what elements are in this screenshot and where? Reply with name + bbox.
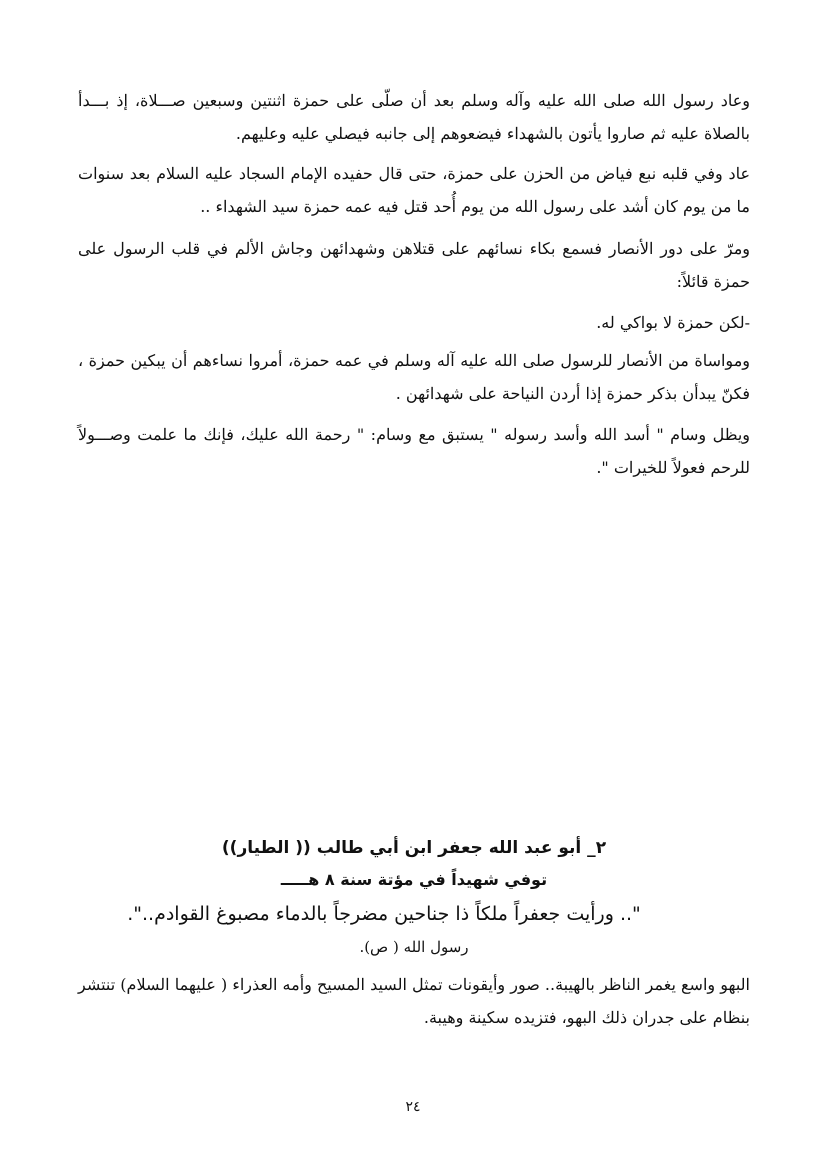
body-paragraph: عاد وفي قلبه نبع فياض من الحزن على حمزة، حتى قال حفيده الإمام السجاد عليه السلام بعد سنوات ما من يوم كان أشد على رسول الله من يوم أُحد قتل فيه عمه حمزة سيد الشهداء .. [78, 164, 750, 216]
body-paragraph: ومواساة من الأنصار للرسول صلى الله عليه آله وسلم في عمه حمزة، أمروا نساءهم أن يبكين حمزة ، فكنّ يبدأن بذكر حمزة إذا أردن النياحة على شهدائهن . [78, 351, 750, 403]
section-title: ٢_ أبو عبد الله جعفر ابن أبي طالب (( الطيار)) [221, 838, 607, 858]
body-paragraph: ومرّ على دور الأنصار فسمع بكاء نسائهم على قتلاهن وشهدائهن وجاش الألم في قلب الرسول على حمزة قائلاً: [78, 239, 750, 291]
page-number: ٢٤ [405, 1099, 421, 1115]
section-paragraph: البهو واسع يغمر الناظر بالهيبة.. صور وأيقونات تمثل السيد المسيح وأمه العذراء ( عليهما السلام) تنتشر بنظام على جدران ذلك البهو، فتزيده سكينة وهيبة. [78, 975, 751, 1027]
quote-attribution: رسول الله ( ص). [359, 938, 469, 956]
section-quote: ".. ورأيت جعفراً ملكاً ذا جناحين مضرجاً بالدماء مصبوغ القوادم..". [127, 903, 641, 925]
body-paragraph: وعاد رسول الله صلى الله عليه وآله وسلم بعد أن صلّى على حمزة اثنتين وسبعين صـــلاة، إذ بـــدأ بالصلاة عليه ثم صاروا يأتون بالشهداء فيضعوهم إلى جانبه فيصلي عليه وعليهم. [78, 91, 750, 143]
body-paragraph: ويظل وسام " أسد الله وأسد رسوله " يستبق مع وسام: " رحمة الله عليك، فإنك ما علمت وصـــولاً للرحم فعولاً للخيرات ". [78, 425, 750, 477]
section-subtitle: توفي شهيداً في مؤتة سنة ٨ هـــــ [280, 870, 548, 889]
body-paragraph: -لكن حمزة لا بواكي له. [596, 313, 750, 332]
